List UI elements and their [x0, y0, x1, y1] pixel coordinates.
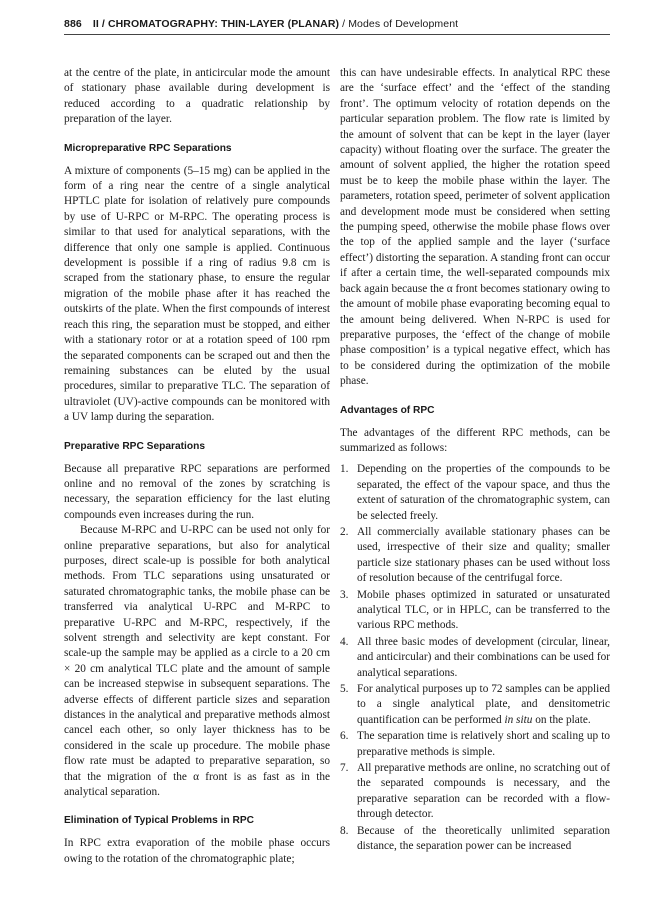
- paragraph: Because M-RPC and U-RPC can be used not only for online preparative separations, but also for analytical purposes, direct scale-up is possible for both analytical methods. From TLC separations using unsaturated or saturated chromatographic tanks, the mobile phase can be transferred via analytical U-RPC and M-RPC to preparative U-RPC and M-RPC, respectively, if the solvent strength and selectivity are kept constant. For scale-up the sample may be applied as a circle to a 20 cm × 20 cm analytical TLC plate and the amount of sample can be increased stepwise in subsequent separations. The adverse effects of different particle sizes and separation distances in the analytical and preparative methods almost cancel each other, so only layer thickness has to be considered in the scale up procedure. The mobile phase flow rate must be adapted to preparative separation, so that the migration of the α front is as fast as in the analytical separation.: [64, 524, 330, 799]
- paragraph: A mixture of components (5–15 mg) can be applied in the form of a ring near the centre of a single analytical HPTLC plate for isolation of relatively pure compounds by use of U-RPC or M-RPC. The operating process is similar to that used for analytical separations, with the difference that only one sample is applied. Continuous development is possible if a ring of radius 9.8 cm is scraped from the stationary phase, to ensure the regular migration of the mobile phase after it has reached the outskirts of the plate. When the first compounds of interest reach this ring, the separation must be stopped, and either with a stationary rotor or at a rotation speed of 100 rpm the separated components can be scraped out and then the remaining substances can be eluted by the usual procedures, similar to preparative TLC. The separation of ultraviolet (UV)-active compounds can be monitored with a UV lamp during the separation.: [64, 164, 330, 424]
- list-item-text: All preparative methods are online, no scratching out of the separated compounds is necessary, and the preparative separation can be recorded with a flow-through detector.: [357, 762, 610, 821]
- list-item: [340, 588, 610, 634]
- list-item: [340, 462, 610, 524]
- list-item-text: on the plate.: [532, 713, 591, 726]
- paragraph: In RPC extra evaporation of the mobile phase occurs owing to the rotation of the chromatographic plate;: [64, 837, 330, 865]
- list-item: [340, 824, 610, 855]
- header-subsection: / Modes of Development: [339, 18, 459, 30]
- list-item-text: Mobile phases optimized in saturated or unsaturated analytical TLC, or in HPLC, can be transferred to the various RPC methods.: [357, 588, 610, 632]
- list-item: [340, 525, 610, 587]
- section-heading-preparative: Preparative RPC Separations: [64, 440, 205, 452]
- advantages-list: [340, 462, 610, 854]
- list-item: [340, 682, 610, 728]
- list-item: [340, 729, 610, 760]
- list-item-text: All commercially available stationary phases can be used, irrespective of their size and quality; smaller particle size stationary phases can be used without loss of resolution because of the centrifugal force.: [357, 525, 610, 585]
- list-item-text: For analytical purposes up to 72 samples can be applied to a single analytical plate, and densitometric quantification can be performed: [357, 683, 610, 726]
- right-column: [340, 66, 610, 856]
- list-number: 7.: [340, 762, 349, 775]
- list-number: 8.: [340, 824, 349, 837]
- list-item: [340, 635, 610, 681]
- paragraph: at the centre of the plate, in anticircular mode the amount of stationary phase available during development is reduced according to a quadratic relationship by preparation of the layer.: [64, 67, 330, 126]
- list-number: 2.: [340, 525, 349, 538]
- paragraph: this can have undesirable effects. In analytical RPC these are the ‘surface effect’ and the ‘effect of the standing front’. The optimum velocity of rotation depends on the particular separation problem. The flow rate is limited by the amount of solvent that can be kept in the layer (layer capacity) without floating over the surface. The greater the amount of solvent applied, the higher the rotation speed must be to keep the mobile phase within the layer. The parameters, rotation speed, perimeter of solvent application and development mode must be considered when setting the pumping speed, otherwise the mobile phase flows over the top of the applied sample and the layer (‘surface effect’) distorting the separation. A standing front can occur if after a certain time, the well-separated compounds mix back again because the α front becomes stationary owing to the amount of mobile phase evaporating becoming equal to the amount being delivered. When N-RPC is used for preparative purposes, the ‘effect of the change of mobile phase composition’ is a typical negative effect, which has to be considered during the optimization of the mobile phase.: [340, 67, 610, 388]
- list-number: 1.: [340, 463, 349, 476]
- list-item-text: Depending on the properties of the compounds to be separated, the effect of the vapour space, and thus the extent of saturation of the chromatographic system, can be selected freely.: [357, 463, 610, 522]
- list-number: 3.: [340, 588, 349, 601]
- section-heading-elimination: Elimination of Typical Problems in RPC: [64, 815, 255, 827]
- list-number: 4.: [340, 635, 349, 648]
- list-item-text: All three basic modes of development (circular, linear, and anticircular) and their combinations can be used for analytical separations.: [357, 635, 610, 679]
- list-item-emphasis: in situ: [504, 713, 533, 726]
- list-number: 5.: [340, 683, 349, 696]
- running-header: [64, 18, 610, 35]
- list-item-text: Because of the theoretically unlimited separation distance, the separation power can be increased: [357, 824, 610, 853]
- left-column: [64, 66, 330, 867]
- section-heading-micropreparative: Micropreparative RPC Separations: [64, 142, 232, 154]
- page-number: 886: [64, 18, 82, 30]
- section-heading-advantages: Advantages of RPC: [340, 404, 435, 416]
- list-item-text: The separation time is relatively short and scaling up to preparative methods is simple.: [357, 730, 610, 758]
- list-number: 6.: [340, 730, 349, 743]
- paragraph: Because all preparative RPC separations are performed online and no removal of the zones by scratching is necessary, the separation efficiency for the last eluting compounds even increases during the run.: [64, 462, 330, 521]
- header-section: II / CHROMATOGRAPHY: THIN-LAYER (PLANAR): [92, 18, 340, 30]
- list-item: [340, 761, 610, 823]
- paragraph: The advantages of the different RPC methods, can be summarized as follows:: [340, 426, 610, 454]
